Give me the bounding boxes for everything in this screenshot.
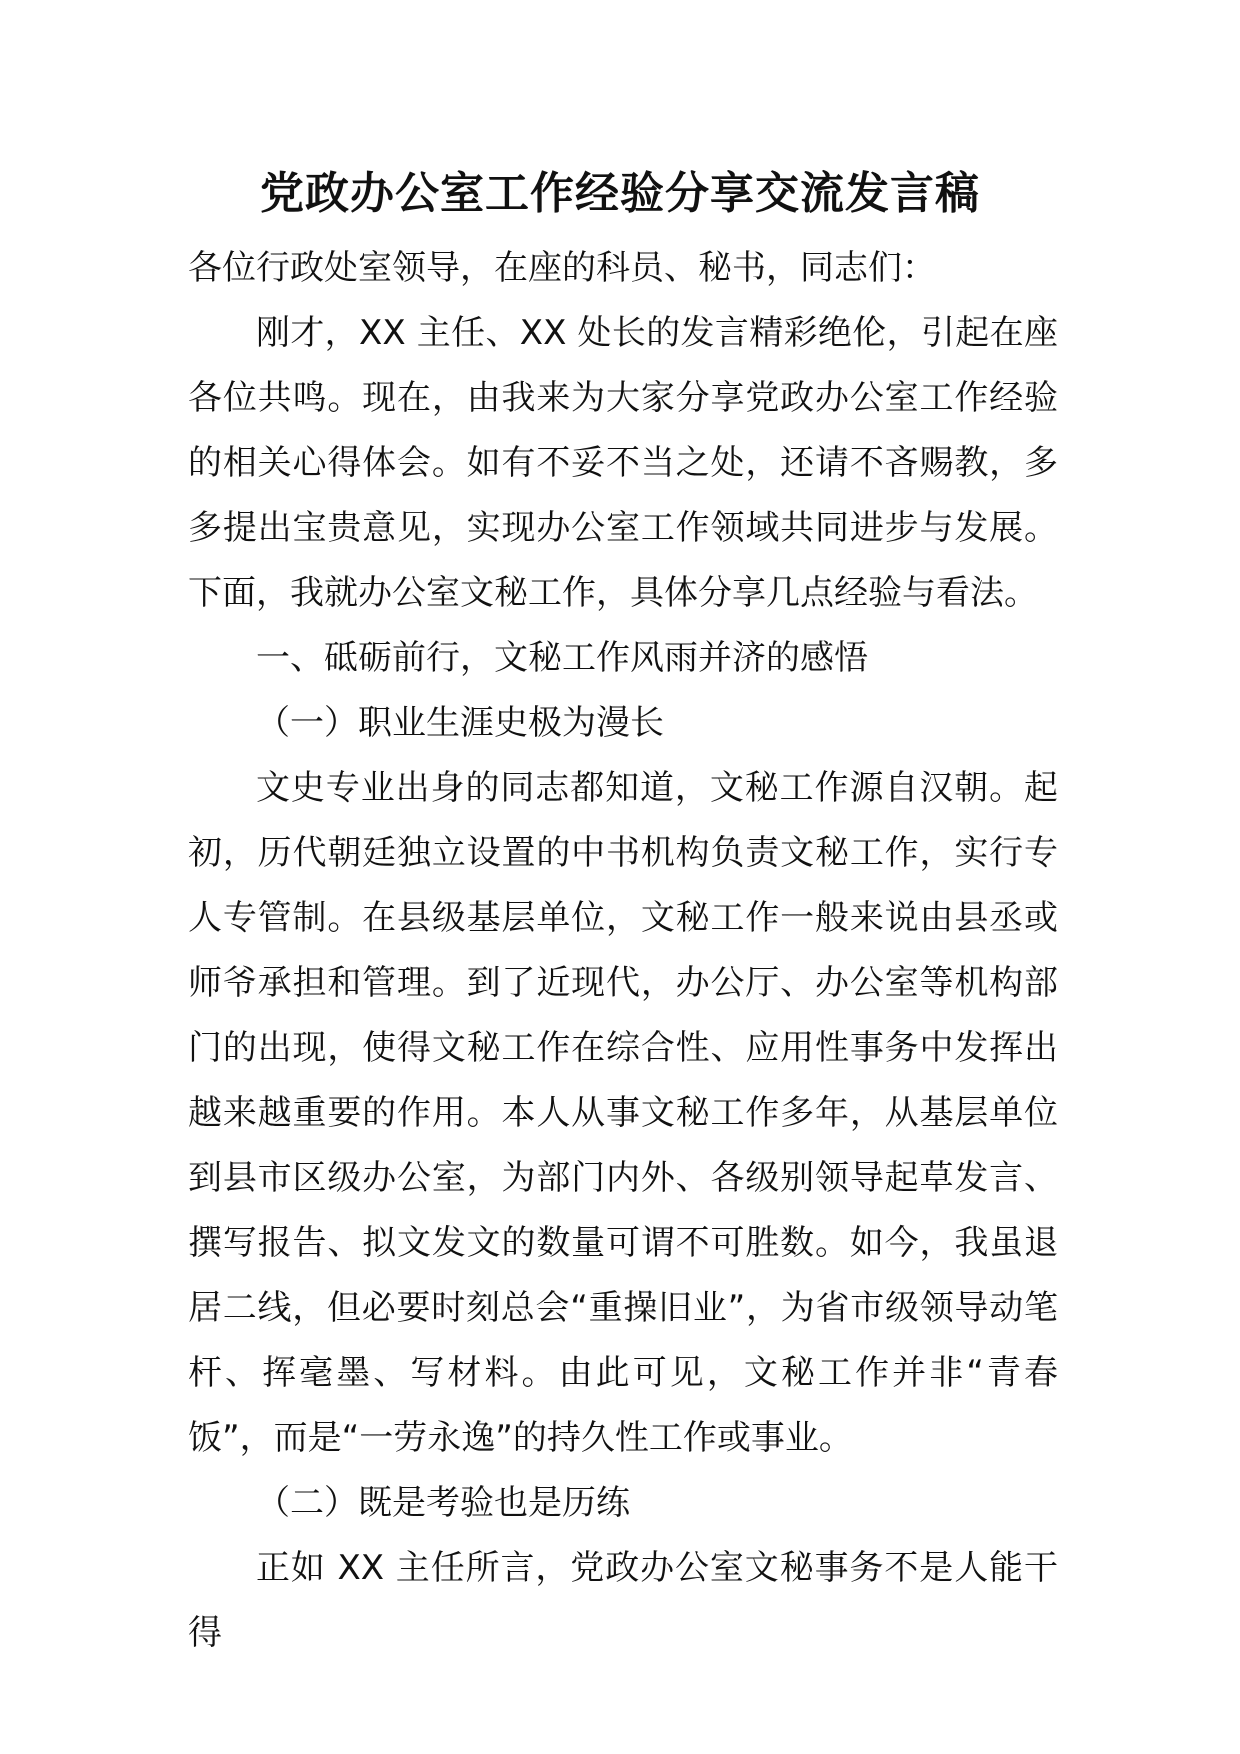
greeting-line: 各位行政处室领导，在座的科员、秘书，同志们： — [188, 248, 936, 288]
intro-paragraph: 刚才，XX 主任、XX 处长的发言精彩绝伦，引起在座各位共鸣。现在，由我来为大家分享党政办公室工作经验的相关心得体会。如有不妥不当之处，还请不吝赐教，多多提出宝贵意见，实现办公室工作领域共同进步与发展。下面，我就办公室文秘工作，具体分享几点经验与看法。 — [188, 313, 1058, 613]
document-title: 党政办公室工作经验分享交流发言稿 — [260, 168, 980, 219]
subsection-heading-1: （一）职业生涯史极为漫长 — [256, 703, 664, 743]
subsection-paragraph-2: 正如 XX 主任所言，党政办公室文秘事务不是人能干得 — [188, 1548, 1058, 1653]
subsection-heading-2: （二）既是考验也是历练 — [256, 1483, 630, 1523]
subsection-paragraph-1: 文史专业出身的同志都知道，文秘工作源自汉朝。起初，历代朝廷独立设置的中书机构负责文秘工作，实行专人专管制。在县级基层单位，文秘工作一般来说由县丞或师爷承担和管理。到了近现代，办公厅、办公室等机构部门的出现，使得文秘工作在综合性、应用性事务中发挥出越来越重要的作用。本人从事文秘工作多年，从基层单位到县市区级办公室，为部门内外、各级别领导起草发言、撰写报告、拟文发文的数量可谓不可胜数。如今，我虽退居二线，但必要时刻总会“重操旧业”，为省市级领导动笔杆、挥毫墨、写材料。由此可见，文秘工作并非“青春饭”，而是“一劳永逸”的持久性工作或事业。 — [188, 768, 1058, 1458]
document-body — [188, 236, 1058, 1666]
section-heading-1: 一、砥砺前行，文秘工作风雨并济的感悟 — [256, 638, 868, 678]
